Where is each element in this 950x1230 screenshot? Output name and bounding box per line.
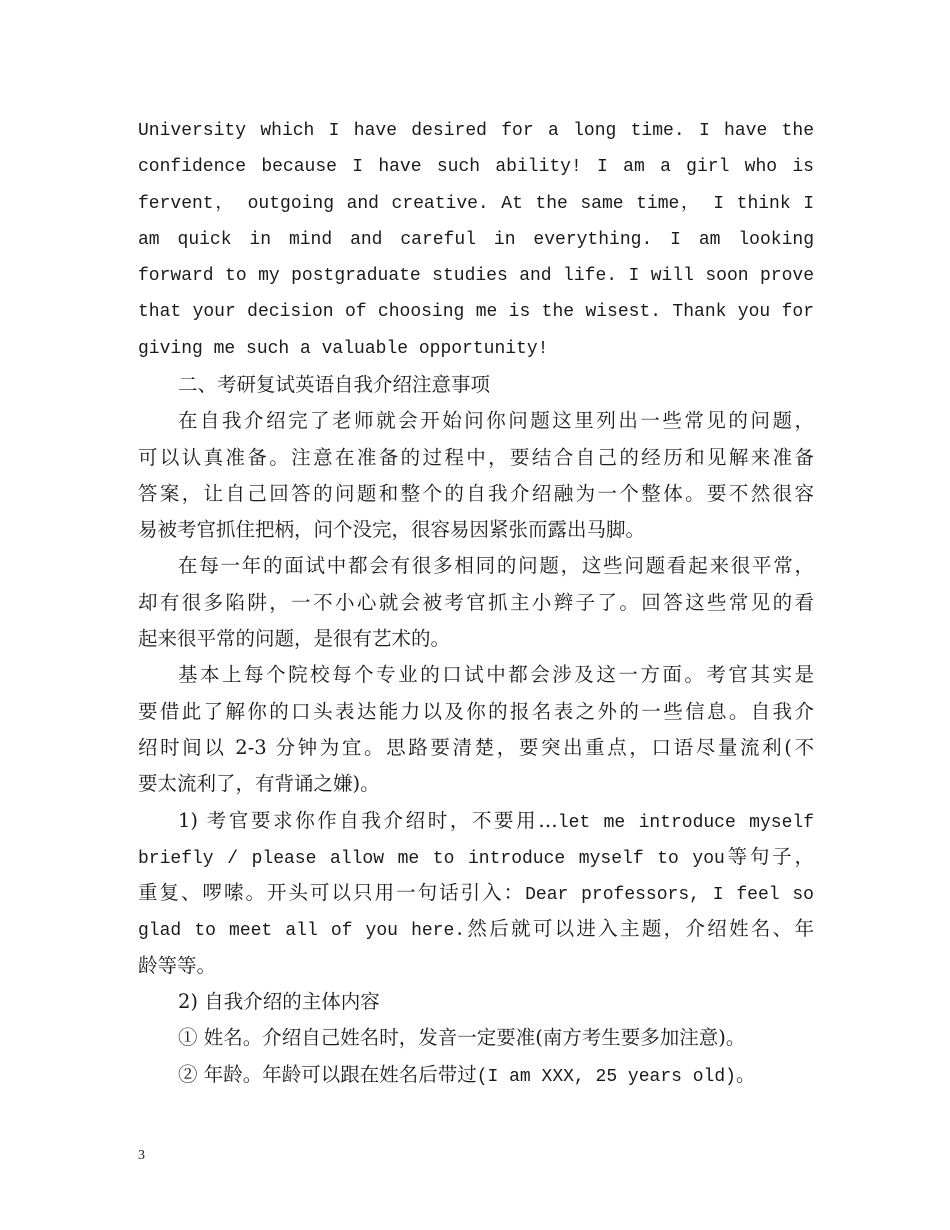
text-line: am quick in mind and careful in everything. I am looking [138,229,814,250]
text-line: 却有很多陷阱，一不小心就会被考官抓主小辫子了。回答这些常见的看 [138,590,814,614]
text-span: 重复、啰嗦。开头可以只用一句话引入： [138,881,526,905]
text-span: briefly / please allow me to introduce myself to you [138,848,725,869]
text-line: 基本上每个院校每个专业的口试中都会涉及这一方面。考官其实是 [178,663,814,687]
list-item-2: 2) 自我介绍的主体内容 [178,990,380,1014]
text-line: that your decision of choosing me is the wisest. Thank you for [138,302,814,323]
english-paragraph [138,113,814,367]
text-span: 。 [735,1062,756,1086]
text-span: 等句子， [724,844,814,868]
text-span: 1) 考官要求你作自我介绍时，不要用… [178,808,558,832]
text-line: 要借此了解你的口头表达能力以及你的报名表之外的一些信息。自我介 [138,699,814,723]
list-item-1-line [138,803,814,839]
text-line: fervent， outgoing and creative. At the same time， I think I [138,193,814,214]
text-span: glad to meet all of you here. [138,921,466,942]
text-line: 在自我介绍完了老师就会开始问你问题这里列出一些常见的问题， [178,409,814,433]
list-item-1-line: 龄等等。 [138,953,217,977]
text-line: 要太流利了，有背诵之嫌)。 [138,772,380,796]
text-line: 起来很平常的问题，是很有艺术的。 [138,627,451,651]
text-line: forward to my postgraduate studies and life. I will soon prove [138,266,814,287]
page-number: 3 [138,1148,145,1163]
text-line: confidence because I have such ability! I am a girl who is [138,157,814,178]
list-item-1-line [138,839,814,875]
text-line: 可以认真准备。注意在准备的过程中，要结合自己的经历和见解来准备 [138,445,814,469]
text-line: 在每一年的面试中都会有很多相同的问题，这些问题看起来很平常， [178,554,814,578]
chinese-body [138,367,814,1093]
text-line: University which I have desired for a long time. I have the [138,121,814,141]
text-span: (I am XXX, 25 years old) [476,1066,736,1087]
list-item-1-line [138,911,814,947]
text-span: ② 年龄。年龄可以跟在姓名后带过 [178,1062,477,1086]
text-span: Dear professors, I feel so [525,885,814,906]
text-line: giving me such a valuable opportunity! [138,338,549,359]
text-span: let me introduce myself [557,812,814,833]
text-line: 绍时间以 2-3 分钟为宜。思路要清楚，要突出重点，口语尽量流利(不 [138,735,814,759]
list-item-age [138,1057,814,1093]
list-item-1-line [138,875,814,911]
section-heading: 二、考研复试英语自我介绍注意事项 [178,373,491,396]
list-item-name: ① 姓名。介绍自己姓名时，发音一定要准(南方考生要多加注意)。 [178,1026,746,1050]
text-line: 答案，让自己回答的问题和整个的自我介绍融为一个整体。要不然很容 [138,481,814,505]
text-line: 易被考官抓住把柄，问个没完，很容易因紧张而露出马脚。 [138,518,646,542]
text-span: 然后就可以进入主题，介绍姓名、年 [465,917,814,941]
